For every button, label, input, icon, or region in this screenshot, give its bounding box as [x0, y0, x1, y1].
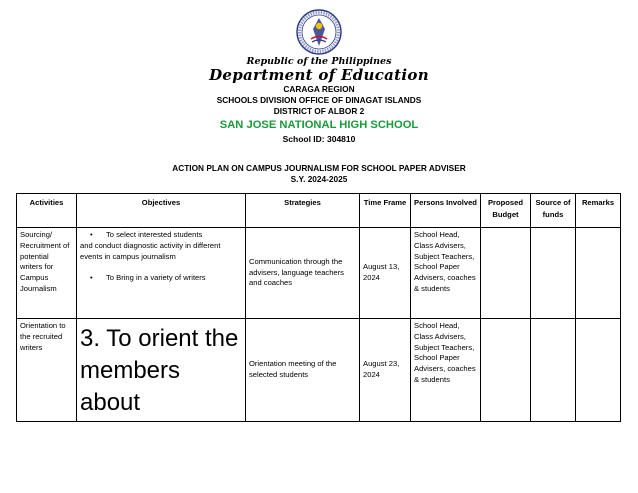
- source-cell: [531, 228, 576, 319]
- school-year: S.Y. 2024-2025: [290, 174, 348, 184]
- school-id: School ID: 304810: [282, 134, 356, 144]
- activity-cell: Sourcing/ Recruitment of potential writers for Campus Journalism: [17, 228, 77, 319]
- strategy-cell: Orientation meeting of the selected students: [246, 319, 360, 422]
- time-frame-cell: August 23, 2024: [360, 319, 411, 422]
- deped-seal-icon: [296, 9, 342, 55]
- persons-cell: School Head, Class Advisers, Subject Teachers, School Paper Advisers, coaches & students: [411, 228, 481, 319]
- document-title: [0, 163, 638, 185]
- region-line: CARAGA REGION: [283, 84, 355, 94]
- remarks-cell: [576, 319, 621, 422]
- objective-text: To select interested students: [106, 230, 203, 239]
- persons-cell: School Head, Class Advisers, Subject Teachers, School Paper Advisers, coaches & students: [411, 319, 481, 422]
- table-header-row: [17, 194, 621, 228]
- budget-cell: [481, 319, 531, 422]
- objective-text: To Bring in a variety of writers: [106, 273, 206, 283]
- header-source-of-funds: Source of funds: [531, 194, 576, 228]
- header-activities: Activities: [17, 194, 77, 228]
- header-time-frame: Time Frame: [360, 194, 411, 228]
- bullet-icon: •: [90, 273, 93, 283]
- remarks-cell: [576, 228, 621, 319]
- district-line: DISTRICT OF ALBOR 2: [273, 106, 365, 116]
- table-row: [17, 319, 621, 422]
- school-name: SAN JOSE NATIONAL HIGH SCHOOL: [219, 119, 419, 131]
- republic-line: Republic of the Philippines: [246, 56, 392, 67]
- header-proposed-budget: Proposed Budget: [481, 194, 531, 228]
- objective-large-text: 3. To orient the members about: [80, 325, 239, 416]
- budget-cell: [481, 228, 531, 319]
- activity-cell: Orientation to the recruited writers: [17, 319, 77, 422]
- title-line: ACTION PLAN ON CAMPUS JOURNALISM FOR SCHOOL PAPER ADVISER: [172, 163, 466, 173]
- strategy-cell: Communication through the advisers, language teachers and coaches: [246, 228, 360, 319]
- objective-bullet: [80, 230, 242, 241]
- department-name: Department of Education: [209, 66, 429, 84]
- action-plan-table: [16, 193, 621, 422]
- objectives-cell: [77, 228, 246, 319]
- objectives-cell: [77, 319, 246, 422]
- header-objectives: Objectives: [77, 194, 246, 228]
- objective-continuation: and conduct diagnostic activity in different events in campus journalism: [80, 240, 221, 261]
- letterhead: [0, 56, 638, 145]
- source-cell: [531, 319, 576, 422]
- division-line: SCHOOLS DIVISION OFFICE OF DINAGAT ISLANDS: [216, 95, 422, 105]
- table-row: [17, 228, 621, 319]
- header-strategies: Strategies: [246, 194, 360, 228]
- time-frame-cell: August 13, 2024: [360, 228, 411, 319]
- header-persons-involved: Persons Involved: [411, 194, 481, 228]
- objective-bullet: [80, 273, 242, 284]
- bullet-icon: •: [90, 230, 93, 239]
- header-remarks: Remarks: [576, 194, 621, 228]
